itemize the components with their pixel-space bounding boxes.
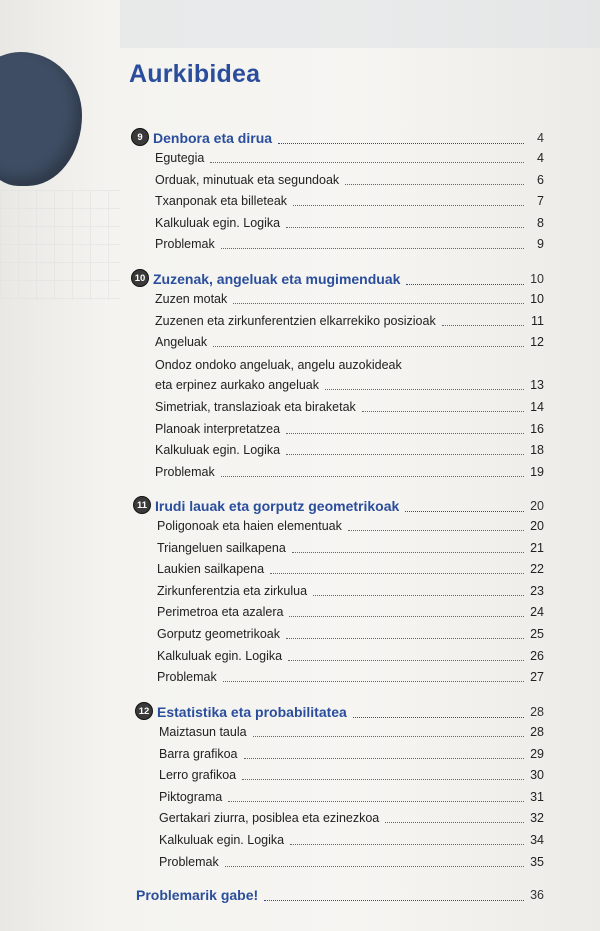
- page-number: 19: [530, 464, 544, 479]
- toc-entry[interactable]: [157, 562, 544, 577]
- dot-leader: [264, 900, 524, 901]
- dot-leader: [325, 389, 524, 390]
- page-number: 29: [530, 746, 544, 761]
- toc-entry[interactable]: [155, 465, 544, 480]
- toc-entry[interactable]: [157, 541, 544, 556]
- entry-label: Zirkunferentzia eta zirkulua: [157, 583, 308, 598]
- toc-entry[interactable]: [155, 400, 544, 415]
- entry-label: Maiztasun taula: [159, 725, 247, 739]
- entry-label: Kalkuluak egin. Logika: [157, 648, 283, 663]
- toc-entry[interactable]: [159, 811, 544, 826]
- entry-label: Problemak: [155, 237, 215, 252]
- page-number: 4: [537, 151, 544, 165]
- unit-number-badge: 11: [133, 496, 151, 514]
- entry-label: Gorputz geometrikoak: [157, 627, 280, 641]
- dot-leader: [385, 822, 524, 823]
- section-title: Irudi lauak eta gorputz geometrikoak: [155, 498, 400, 514]
- entry-label: Poligonoak eta haien elementuak: [157, 519, 342, 533]
- page-number: 13: [530, 378, 544, 393]
- page-number: 35: [530, 854, 544, 869]
- page-number: 21: [530, 540, 544, 555]
- page-number: 25: [530, 627, 544, 641]
- page-number: 30: [530, 768, 544, 783]
- dot-leader: [223, 681, 524, 682]
- entry-label: eta erpinez aurkako angeluak: [155, 378, 320, 393]
- toc-entry-continued: Ondoz ondoko angeluak, angelu auzokideak: [155, 357, 402, 372]
- toc-entry[interactable]: [155, 314, 544, 329]
- page-number: 12: [530, 335, 544, 350]
- page-number: 4: [537, 131, 544, 145]
- page-number: 32: [530, 811, 544, 826]
- toc-entry[interactable]: [157, 670, 544, 685]
- section-title: Denbora eta dirua: [153, 130, 273, 146]
- toc-entry[interactable]: [159, 747, 544, 762]
- entry-label: Txanponak eta billeteak: [155, 194, 288, 209]
- entry-label: Orduak, minutuak eta segundoak: [155, 172, 340, 187]
- page-number: 23: [530, 583, 544, 598]
- unit-number-badge: 10: [131, 269, 149, 287]
- page-number: 34: [530, 833, 544, 847]
- dot-leader: [270, 573, 524, 574]
- dot-leader: [221, 476, 524, 477]
- page-title: Aurkibidea: [129, 60, 261, 88]
- page-number: 6: [537, 172, 544, 187]
- toc-section-9[interactable]: [131, 129, 544, 147]
- section-title: Zuzenak, angeluak eta mugimenduak: [153, 271, 401, 287]
- page-number: 9: [537, 237, 544, 252]
- page-number: 22: [530, 562, 544, 577]
- entry-label: Planoak interpretatzea: [155, 421, 281, 436]
- toc-entry[interactable]: [157, 649, 544, 664]
- entry-label: Kalkuluak egin. Logika: [155, 215, 281, 230]
- toc-entry[interactable]: [159, 725, 544, 740]
- unit-number-badge: 12: [135, 702, 153, 720]
- page-number: 18: [530, 443, 544, 458]
- entry-label: Barra grafikoa: [159, 746, 238, 761]
- dot-leader: [225, 866, 524, 867]
- toc-section-10[interactable]: [131, 270, 544, 288]
- page-number: 20: [530, 499, 544, 513]
- dot-leader: [286, 454, 524, 455]
- section-title: Problemarik gabe!: [136, 887, 259, 903]
- entry-label: Kalkuluak egin. Logika: [155, 443, 281, 458]
- dot-leader: [405, 511, 524, 512]
- page-number: 10: [530, 292, 544, 306]
- dot-leader: [213, 346, 524, 347]
- toc-entry[interactable]: [159, 768, 544, 783]
- dot-leader: [221, 248, 524, 249]
- page-number: 36: [530, 888, 544, 902]
- page-number: 8: [537, 215, 544, 230]
- entry-label: Zuzenen eta zirkunferentzien elkarrekiko posizioak: [155, 313, 436, 328]
- entry-label: Zuzen motak: [155, 292, 228, 306]
- dot-leader: [406, 284, 524, 285]
- dot-leader: [313, 595, 524, 596]
- dot-leader: [353, 717, 524, 718]
- page-number: 16: [530, 421, 544, 436]
- entry-label: Laukien sailkapena: [157, 562, 265, 577]
- toc-entry[interactable]: [155, 378, 544, 393]
- dot-leader: [289, 616, 524, 617]
- section-title: Estatistika eta probabilitatea: [157, 704, 347, 720]
- dot-leader: [288, 660, 524, 661]
- entry-label: Triangeluen sailkapena: [157, 540, 286, 555]
- dot-leader: [286, 433, 524, 434]
- page-number: 14: [530, 400, 544, 414]
- page-number: 27: [530, 670, 544, 685]
- entry-label: Egutegia: [155, 151, 205, 165]
- toc-entry[interactable]: [155, 194, 544, 209]
- dot-leader: [286, 638, 524, 639]
- toc-entry[interactable]: [157, 627, 544, 642]
- page-number: 28: [530, 725, 544, 739]
- toc-entry[interactable]: [155, 422, 544, 437]
- toc-entry[interactable]: [155, 173, 544, 188]
- dot-leader: [253, 736, 524, 737]
- page-number: 24: [530, 605, 544, 620]
- entry-label: Simetriak, translazioak eta biraketak: [155, 400, 356, 414]
- dot-leader: [290, 844, 524, 845]
- dot-leader: [293, 205, 524, 206]
- entry-label: Problemak: [159, 854, 219, 869]
- dot-leader: [244, 758, 524, 759]
- entry-label: Perimetroa eta azalera: [157, 605, 284, 620]
- page-number: 7: [537, 194, 544, 209]
- entry-label: Gertakari ziurra, posiblea eta ezinezkoa: [159, 811, 380, 826]
- entry-label: Problemak: [155, 464, 215, 479]
- toc-entry[interactable]: [155, 237, 544, 252]
- page-number: 10: [530, 272, 544, 286]
- dot-leader: [345, 184, 524, 185]
- page-number: 11: [531, 313, 544, 328]
- toc-entry[interactable]: [159, 790, 544, 805]
- dot-leader: [278, 143, 524, 144]
- toc-entry[interactable]: [155, 335, 544, 350]
- toc-section-11[interactable]: [133, 497, 544, 515]
- toc-entry[interactable]: [157, 519, 544, 534]
- dot-leader: [348, 530, 524, 531]
- dot-leader: [286, 227, 524, 228]
- toc-entry[interactable]: [159, 833, 544, 848]
- entry-label: Problemak: [157, 670, 217, 685]
- entry-label: Piktograma: [159, 789, 223, 804]
- page-number: 28: [530, 705, 544, 719]
- page-number: 20: [530, 519, 544, 533]
- toc-final-section[interactable]: [136, 887, 544, 904]
- dot-leader: [442, 325, 524, 326]
- toc-entry[interactable]: [159, 855, 544, 870]
- toc-entry[interactable]: [155, 443, 544, 458]
- entry-label: Lerro grafikoa: [159, 768, 237, 783]
- dot-leader: [242, 779, 524, 780]
- dot-leader: [228, 801, 524, 802]
- unit-number-badge: 9: [131, 128, 149, 146]
- page-number: 31: [530, 789, 544, 804]
- toc-entry[interactable]: [157, 605, 544, 620]
- dot-leader: [292, 552, 524, 553]
- toc-entry[interactable]: [155, 151, 544, 166]
- toc-entry[interactable]: [155, 292, 544, 307]
- dot-leader: [233, 303, 524, 304]
- page-number: 26: [530, 648, 544, 663]
- dot-leader: [210, 162, 524, 163]
- toc-entry[interactable]: [157, 584, 544, 599]
- entry-label: Angeluak: [155, 335, 208, 350]
- toc-section-12[interactable]: [135, 703, 544, 721]
- entry-label: Kalkuluak egin. Logika: [159, 833, 285, 847]
- toc-entry[interactable]: [155, 216, 544, 231]
- dot-leader: [362, 411, 524, 412]
